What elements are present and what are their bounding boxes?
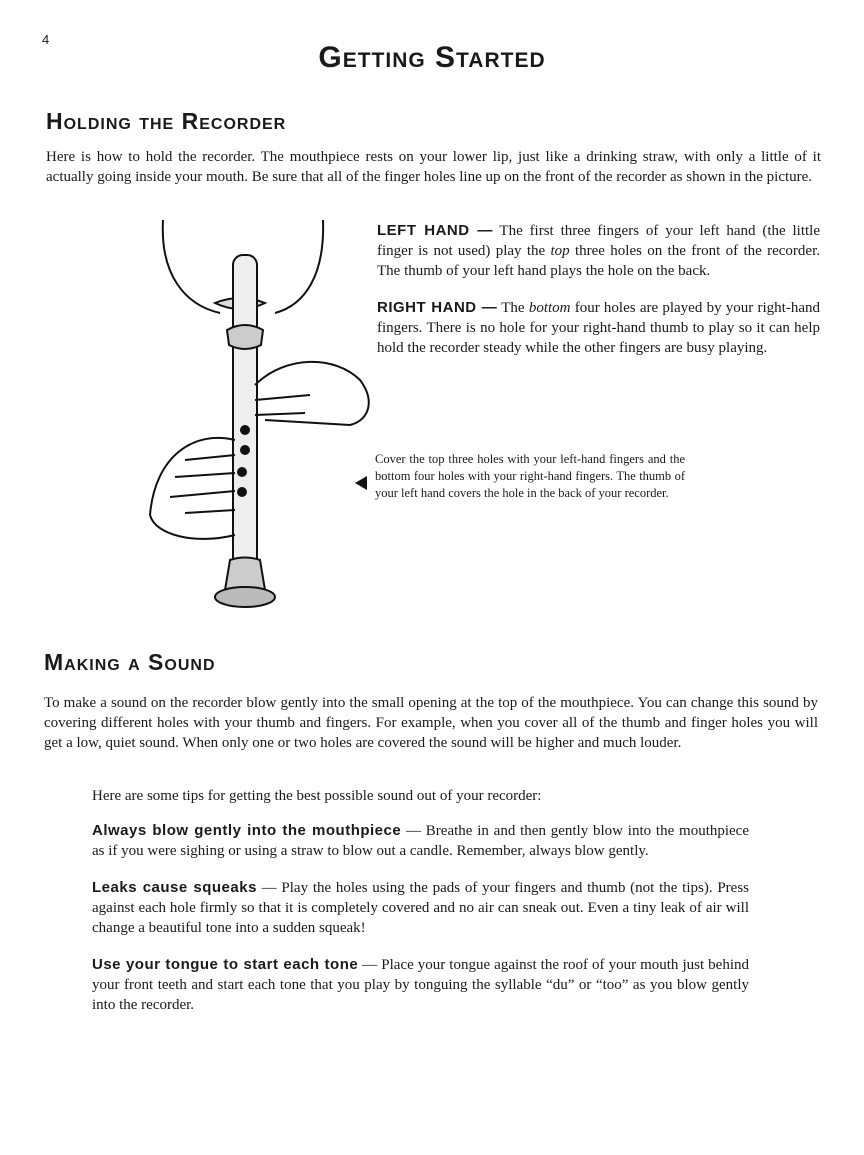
heading-sound: Making a Sound: [44, 649, 216, 675]
illustration-caption: Cover the top three holes with your left-hand fingers and the bottom four holes with your right-hand fingers. The thumb of your left hand covers the hole in the back of your recorder.: [375, 452, 685, 500]
sound-intro: To make a sound on the recorder blow gently into the small opening at the top of the mouthpiece. You can change this sound by covering different holes with your thumb and fingers. For example, when you cover all of the thumb and finger holes you will get a low, quiet sound. When only one or two holes are covered the sound will be higher and much louder.: [44, 695, 818, 751]
page-number: 4: [42, 32, 50, 47]
heading-holding: Holding the Recorder: [46, 108, 287, 134]
tips-list: [92, 821, 749, 1032]
holding-intro: Here is how to hold the recorder. The mouthpiece rests on your lower lip, just like a drinking straw, with only a little of it actually going inside your mouth. Be sure that all of the finger holes line up on the front of the recorder as shown in the picture.: [46, 149, 821, 185]
hand-instructions: [377, 221, 820, 358]
recorder-hands-illustration: [135, 215, 375, 615]
tip-item: Always blow gently into the mouthpiece — Breathe in and then gently blow into the mouthpiece as if you were sighing or using a straw to blow out a candle. Remember, always blow gently.: [92, 822, 750, 859]
arrow-left-icon: [355, 476, 367, 490]
tip-item: Use your tongue to start each tone — Place your tongue against the roof of your mouth just behind your front teeth and start each tone that you play by tonguing the syllable “du” or “too” as you blow gently into the recorder.: [92, 956, 749, 1013]
left-hand-paragraph: LEFT HAND — The first three fingers of your left hand (the little finger is not used) play the top three holes on the front of the recorder. The thumb of your left hand plays the hole on the back.: [377, 222, 820, 279]
tips-intro: Here are some tips for getting the best possible sound out of your recorder:: [92, 788, 542, 804]
tip-item: Leaks cause squeaks — Play the holes using the pads of your fingers and thumb (not the tips). Press against each hole firmly so that it is completely covered and no air can sneak out. Even a tiny leak of air will change a beautiful tone into a sudden squeak!: [92, 879, 749, 936]
right-hand-paragraph: RIGHT HAND — The bottom four holes are played by your right-hand fingers. There is no hole for your right-hand thumb to play so it can help hold the recorder steady while the other fingers are busy playing.: [377, 299, 820, 356]
page-title: Getting Started: [318, 41, 546, 74]
